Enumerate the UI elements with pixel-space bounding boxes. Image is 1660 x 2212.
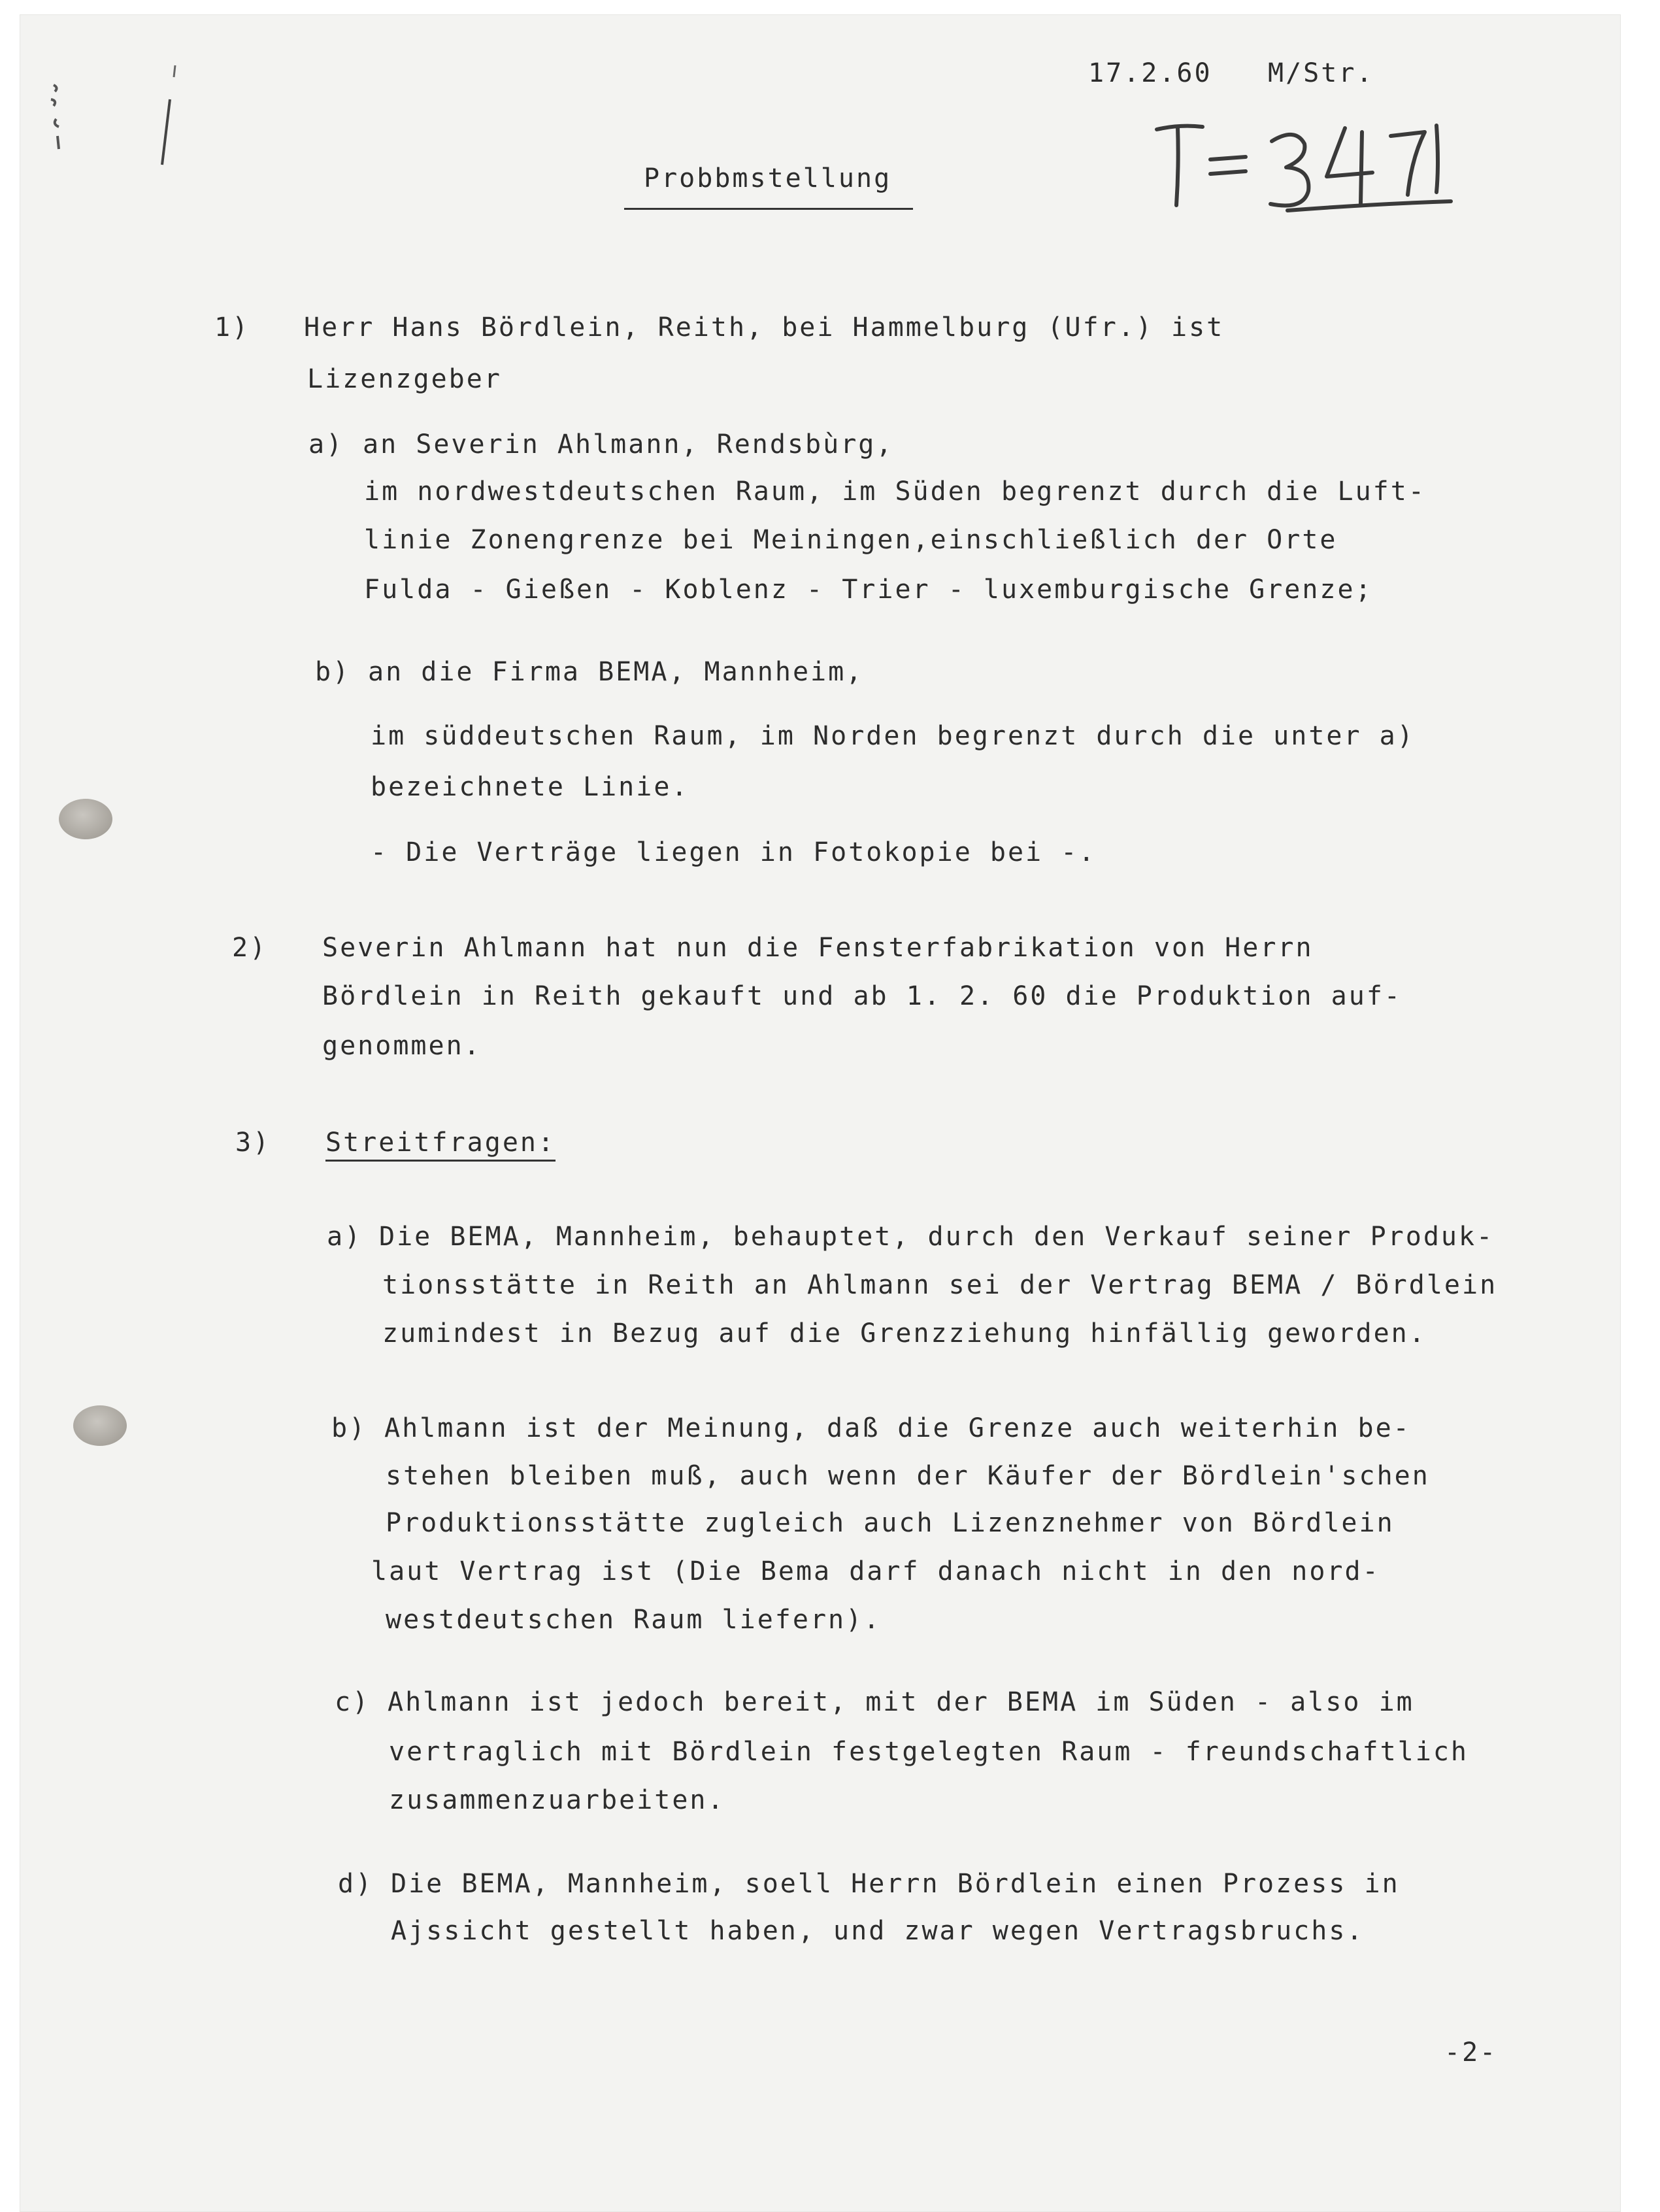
title-underline <box>624 208 913 210</box>
item-3c-line-2: vertraglich mit Bördlein festgelegten Raum - freundschaftlich <box>389 1737 1469 1767</box>
margin-pencil-marks <box>39 59 190 209</box>
item-2-line-2: Bördlein in Reith gekauft und ab 1. 2. 60 die Produktion auf- <box>322 981 1403 1011</box>
item-3a-line-3: zumindest in Bezug auf die Grenzziehung hinfällig geworden. <box>382 1318 1427 1349</box>
item-1a-line-4: Fulda - Gießen - Koblenz - Trier - luxemburgische Grenze; <box>364 575 1373 605</box>
document-date: 17.2.60 <box>1088 58 1212 88</box>
punch-hole-upper <box>59 799 112 839</box>
item-1-note: - Die Verträge liegen in Fotokopie bei -. <box>371 837 1097 867</box>
item-2-line-3: genommen. <box>322 1031 482 1061</box>
item-3d-line-2: Ajssicht gestellt haben, und zwar wegen Vertragsbruchs. <box>391 1916 1365 1946</box>
item-3b-label: b) <box>331 1413 367 1443</box>
item-3c-line-3: zusammenzuarbeiten. <box>389 1785 725 1815</box>
item-3b-line-1: Ahlmann ist der Meinung, daß die Grenze auch weiterhin be- <box>384 1413 1411 1443</box>
page-title: Probbmstellung <box>644 163 892 193</box>
item-1b-line-3: bezeichnete Linie. <box>371 772 689 802</box>
item-1a-label: a) <box>308 429 344 460</box>
item-1b-line-1: an die Firma BEMA, Mannheim, <box>368 657 864 687</box>
item-3-number: 3) <box>235 1128 271 1158</box>
item-3a-label: a) <box>327 1222 363 1252</box>
item-1b-line-2: im süddeutschen Raum, im Norden begrenzt durch die unter a) <box>371 721 1415 751</box>
item-3b-line-4: laut Vertrag ist (Die Bema darf danach nicht in den nord- <box>371 1556 1380 1586</box>
item-3c-label: c) <box>335 1687 371 1717</box>
item-1-line-2: Lizenzgeber <box>307 364 502 394</box>
item-1-number: 1) <box>214 312 250 343</box>
item-1b-label: b) <box>315 657 351 687</box>
document-initials: M/Str. <box>1268 58 1374 88</box>
item-2-line-1: Severin Ahlmann hat nun die Fensterfabrikation von Herrn <box>322 933 1314 963</box>
item-1a-line-3: linie Zonengrenze bei Meiningen,einschließlich der Orte <box>364 525 1338 555</box>
punch-hole-lower <box>73 1405 127 1446</box>
item-3c-line-1: Ahlmann ist jedoch bereit, mit der BEMA im Süden - also im <box>388 1687 1414 1717</box>
item-2-number: 2) <box>232 933 268 963</box>
item-3b-line-2: stehen bleiben muß, auch wenn der Käufer der Bördlein'schen <box>386 1461 1430 1491</box>
next-page-marker: -2- <box>1444 2037 1498 2068</box>
item-3a-line-1: Die BEMA, Mannheim, behauptet, durch den Verkauf seiner Produk- <box>379 1222 1495 1252</box>
item-1-line-1: Herr Hans Bördlein, Reith, bei Hammelburg (Ufr.) ist <box>304 312 1225 343</box>
item-1a-line-2: im nordwestdeutschen Raum, im Süden begrenzt durch die Luft- <box>364 477 1426 507</box>
handwritten-reference-mark <box>1137 111 1477 222</box>
item-3b-line-3: Produktionsstätte zugleich auch Lizenznehmer von Bördlein <box>386 1508 1395 1538</box>
item-3a-line-2: tionsstätte in Reith an Ahlmann sei der Vertrag BEMA / Bördlein <box>382 1270 1498 1300</box>
item-3d-line-1: Die BEMA, Mannheim, soell Herrn Bördlein einen Prozess in <box>391 1869 1400 1899</box>
item-1a-line-1: an Severin Ahlmann, Rendsbùrg, <box>363 429 894 460</box>
item-3-heading: Streitfragen: <box>325 1130 556 1162</box>
item-3d-label: d) <box>338 1869 374 1899</box>
item-3b-line-5: westdeutschen Raum liefern). <box>386 1605 882 1635</box>
